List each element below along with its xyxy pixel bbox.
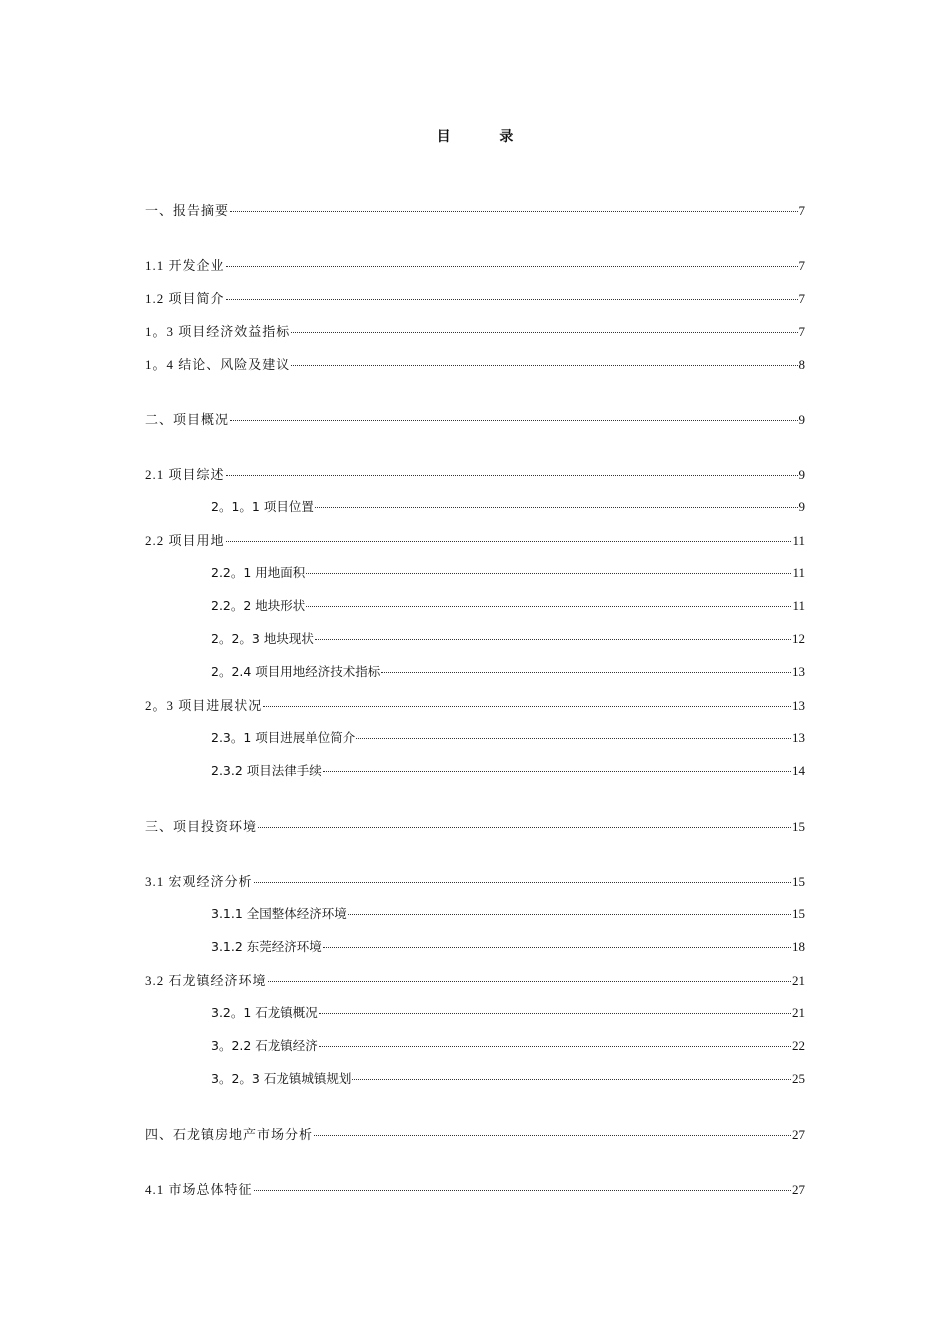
toc-entry-page: 18 [792,939,805,954]
toc-entry-label: 2.2 项目用地 [145,533,225,548]
toc-entry-page: 25 [792,1071,805,1086]
toc-entry-page: 12 [792,631,805,646]
toc-entry-2-1-1[interactable] [211,497,805,515]
toc-entry-label: 2。3 项目进展状况 [145,698,263,713]
dot-leader [306,606,791,607]
toc-entry-page: 7 [798,203,805,218]
toc-entry-2-3[interactable] [145,695,805,713]
toc-entry-label: 4.1 市场总体特征 [145,1182,253,1197]
dot-leader [230,420,797,421]
toc-entry-2-3-2[interactable] [211,761,805,779]
toc-entry-3-2-2[interactable] [211,1036,805,1054]
dot-leader [226,266,798,267]
toc-entry-2-2-3[interactable] [211,629,805,647]
toc-entry-page: 8 [798,357,805,372]
toc-entry-2-3-1[interactable] [211,728,805,746]
toc-entry-1-1[interactable] [145,255,805,273]
toc-entry-page: 7 [798,258,805,273]
toc-entry-label: 2。2。3 地块现状 [211,631,314,646]
dot-leader [319,1046,791,1047]
toc-entry-page: 13 [792,698,805,713]
toc-entry-page: 9 [798,499,805,514]
toc-entry-label: 1。3 项目经济效益指标 [145,324,291,339]
toc-entry-page: 14 [792,763,805,778]
toc-entry-2-2-2[interactable] [211,596,805,614]
dot-leader [291,365,797,366]
toc-entry-2-1[interactable] [145,464,805,482]
toc-entry-chapter-4[interactable] [145,1124,805,1142]
toc-entry-page: 21 [792,1005,805,1020]
dot-leader [268,981,791,982]
toc-entry-label: 2。1。1 项目位置 [211,499,314,514]
dot-leader [381,672,791,673]
dot-leader [323,947,791,948]
dot-leader [315,507,798,508]
toc-entry-page: 15 [792,819,805,834]
toc-entry-chapter-1[interactable] [145,200,805,218]
dot-leader [319,1013,791,1014]
toc-entry-page: 11 [792,565,805,580]
toc-entry-label: 2.2。1 用地面积 [211,565,306,580]
toc-title: 目 录 [436,129,536,145]
toc-entry-label: 3.1.2 东莞经济环境 [211,939,322,954]
toc-entry-3-1-1[interactable] [211,904,805,922]
dot-leader [356,738,791,739]
dot-leader [348,914,791,915]
toc-entry-label: 3.2。1 石龙镇概况 [211,1005,318,1020]
toc-entry-label: 四、石龙镇房地产市场分析 [145,1127,314,1142]
toc-entry-2-2-4[interactable] [211,662,805,680]
dot-leader [352,1079,791,1080]
toc-entry-label: 2.2。2 地块形状 [211,598,306,613]
dot-leader [226,299,798,300]
toc-entry-1-3[interactable] [145,321,805,339]
toc-entry-label: 1。4 结论、风险及建议 [145,357,291,372]
toc-entry-label: 1.2 项目简介 [145,291,225,306]
toc-entry-page: 9 [798,412,805,427]
toc-entry-3-2-1[interactable] [211,1003,805,1021]
toc-entry-label: 3。2。3 石龙镇城镇规划 [211,1071,352,1086]
toc-entry-chapter-2[interactable] [145,409,805,427]
toc-entry-label: 2.3。1 项目进展单位简介 [211,730,356,745]
toc-entry-label: 3.1.1 全国整体经济环境 [211,906,347,921]
toc-entry-label: 2.3.2 项目法律手续 [211,763,322,778]
toc-entry-page: 11 [792,533,805,548]
dot-leader [254,882,791,883]
toc-entry-3-1-2[interactable] [211,937,805,955]
toc-entry-label: 2.1 项目综述 [145,467,225,482]
toc-entry-page: 21 [792,973,805,988]
toc-entry-page: 13 [792,730,805,745]
dot-leader [254,1190,791,1191]
toc-entry-chapter-3[interactable] [145,816,805,834]
toc-entry-label: 3。2.2 石龙镇经济 [211,1038,318,1053]
toc-entry-3-2[interactable] [145,970,805,988]
dot-leader [230,211,797,212]
toc-entry-label: 2。2.4 项目用地经济技术指标 [211,664,381,679]
toc-entry-2-2-1[interactable] [211,563,805,581]
toc-entry-page: 13 [792,664,805,679]
toc-entry-3-1[interactable] [145,871,805,889]
toc-entry-page: 27 [792,1127,805,1142]
dot-leader [258,827,791,828]
toc-entry-4-1[interactable] [145,1179,805,1197]
toc-entry-1-4[interactable] [145,354,805,372]
toc-entry-label: 二、项目概况 [145,412,230,427]
toc-entry-page: 15 [792,906,805,921]
toc-entry-3-2-3[interactable] [211,1069,805,1087]
dot-leader [315,639,791,640]
dot-leader [314,1135,791,1136]
toc-entry-page: 22 [792,1038,805,1053]
toc-entry-label: 三、项目投资环境 [145,819,258,834]
dot-leader [226,475,798,476]
toc-entry-label: 1.1 开发企业 [145,258,225,273]
toc-entry-label: 3.2 石龙镇经济环境 [145,973,267,988]
dot-leader [323,771,791,772]
toc-entry-2-2[interactable] [145,530,805,548]
toc-entry-label: 3.1 宏观经济分析 [145,874,253,889]
dot-leader [263,706,791,707]
toc-entry-page: 7 [798,291,805,306]
toc-entry-page: 11 [792,598,805,613]
dot-leader [306,573,791,574]
dot-leader [291,332,797,333]
toc-entry-1-2[interactable] [145,288,805,306]
toc-entry-label: 一、报告摘要 [145,203,230,218]
toc-entry-page: 9 [798,467,805,482]
dot-leader [226,541,792,542]
toc-entry-page: 15 [792,874,805,889]
toc-entry-page: 27 [792,1182,805,1197]
toc-entry-page: 7 [798,324,805,339]
